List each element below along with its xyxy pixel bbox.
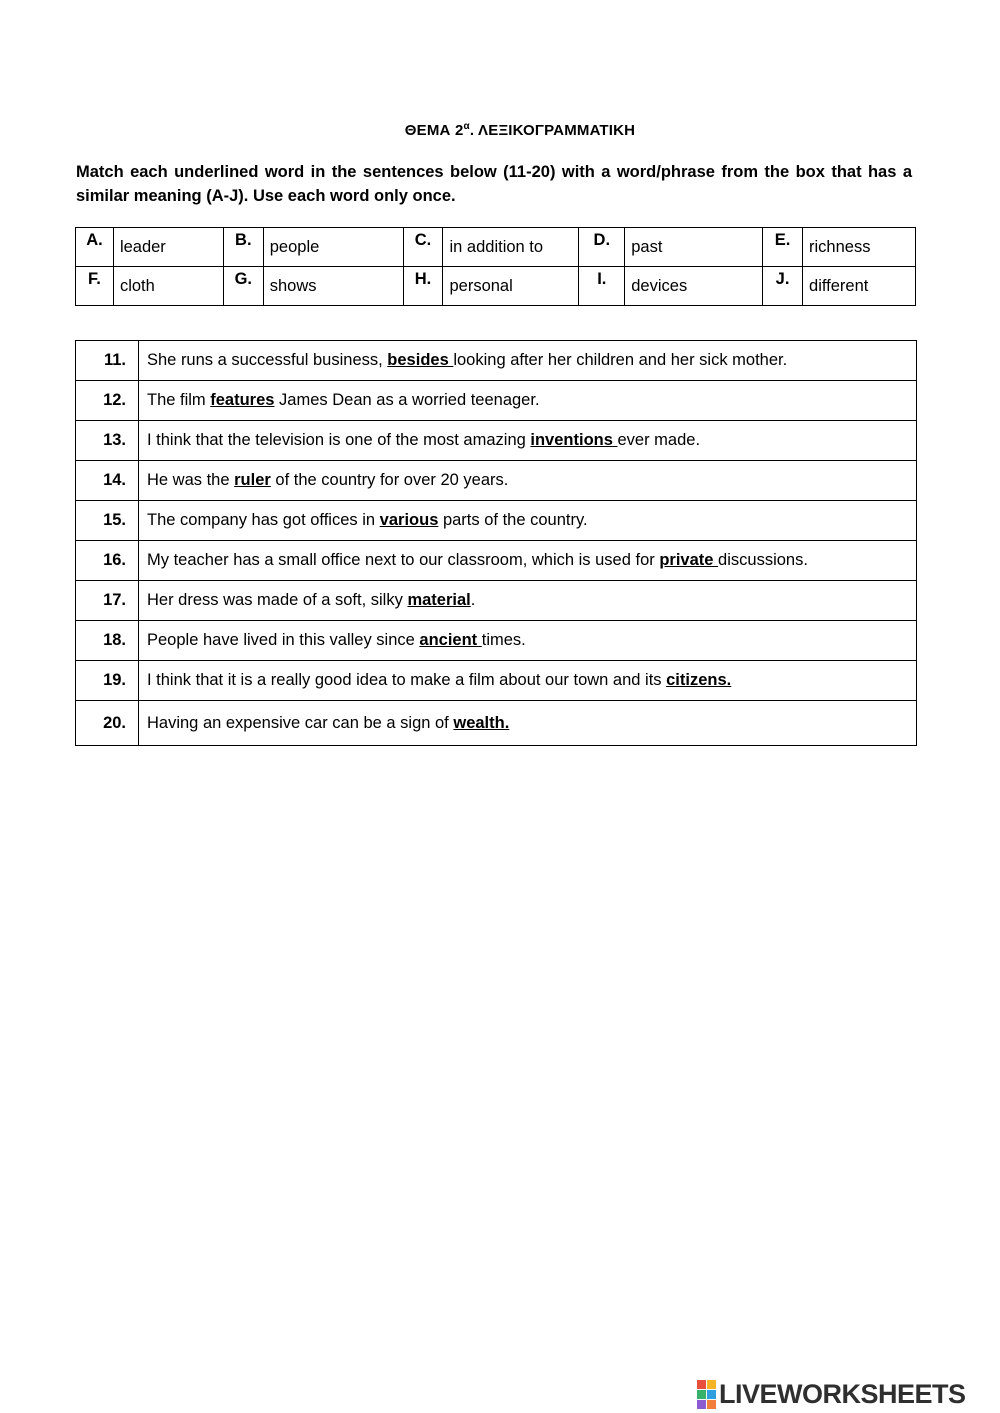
sentence-text [139,541,917,581]
sentence-after: . [470,591,476,609]
sentence-after: discussions. [718,551,808,569]
title-prefix: ΘΕΜΑ 2 [404,122,464,139]
sentence-number: 18. [76,621,139,661]
option-word: cloth [113,267,223,306]
sentence-number: 12. [76,381,139,421]
sentence-text [139,701,917,746]
sentence-before: I think that it is a really good idea to make a film about our town and its [147,671,667,689]
liveworksheets-logo [697,1380,966,1408]
sentence-before: Her dress was made of a soft, silky [147,591,408,609]
sentence-row [76,581,917,621]
option-word: in addition to [443,228,579,267]
sentence-before: The film [147,391,211,409]
logo-mark-tile [707,1380,716,1389]
option-letter: G. [223,267,263,306]
sentence-number: 19. [76,661,139,701]
option-word: past [625,228,763,267]
sentence-row [76,661,917,701]
sentence-text [139,581,917,621]
instructions: Match each underlined word in the sentences below (11-20) with a word/phrase from the box that has a similar meaning (A-J). Use each word only once. [76,163,912,205]
sentence-after: times. [481,631,526,649]
sentence-row [76,421,917,461]
sentence-before: She runs a successful business, [147,351,388,369]
underlined-keyword: wealth. [453,713,510,732]
title-superscript: α [463,121,470,132]
sentence-text [139,661,917,701]
sentence-text [139,501,917,541]
sentence-number: 20. [76,701,139,746]
sentence-row [76,541,917,581]
option-word: leader [113,228,223,267]
option-letter: A. [76,228,114,267]
sentence-number: 15. [76,501,139,541]
underlined-keyword: various [379,511,439,529]
option-letter: F. [76,267,114,306]
option-word: personal [443,267,579,306]
sentence-after: parts of the country. [438,511,588,529]
title-suffix: . ΛΕΞΙΚΟΓΡΑΜΜΑΤΙΚΗ [469,122,636,139]
sentence-row [76,381,917,421]
sentence-row [76,501,917,541]
option-word: different [803,267,916,306]
sentence-number: 16. [76,541,139,581]
sentence-number: 14. [76,461,139,501]
sentence-before: People have lived in this valley since [147,631,420,649]
sentences-table [75,340,917,746]
sentence-before: I think that the television is one of the most amazing [147,431,531,449]
option-letter: H. [403,267,443,306]
underlined-keyword: ancient [419,631,482,649]
sentence-after: of the country for over 20 years. [270,471,509,489]
underlined-keyword: ruler [234,471,271,489]
option-letter: D. [579,228,625,267]
logo-text: LIVEWORKSHEETS [719,1378,966,1409]
sentence-before: The company has got offices in [147,511,380,529]
sentence-text [139,341,917,381]
sentence-text [139,461,917,501]
sentence-text [139,381,917,421]
underlined-keyword: besides [387,351,454,369]
sentence-row [76,701,917,746]
sentence-row [76,461,917,501]
sentence-text [139,421,917,461]
sentence-before: He was the [147,471,235,489]
option-letter: B. [223,228,263,267]
underlined-keyword: citizens. [666,671,732,689]
option-word: devices [625,267,763,306]
logo-mark-icon [697,1380,716,1409]
worksheet-title [0,121,1000,139]
sentence-after: looking after her children and her sick mother. [453,351,788,369]
sentence-before: Having an expensive car can be a sign of [147,713,454,732]
sentence-number: 11. [76,341,139,381]
option-letter: C. [403,228,443,267]
logo-mark-tile [707,1390,716,1399]
sentence-number: 13. [76,421,139,461]
word-box-row [76,267,916,306]
option-letter: I. [579,267,625,306]
sentence-text [139,621,917,661]
word-box-row [76,228,916,267]
logo-mark-tile [697,1390,706,1399]
sentence-after: James Dean as a worried teenager. [274,391,540,409]
logo-mark-tile [697,1400,706,1409]
underlined-keyword: inventions [530,431,618,449]
word-box [75,227,916,306]
logo-mark-tile [707,1400,716,1409]
underlined-keyword: private [659,551,719,569]
sentence-before: My teacher has a small office next to our classroom, which is used for [147,551,660,569]
option-word: richness [803,228,916,267]
underlined-keyword: material [407,591,471,609]
sentence-row [76,621,917,661]
option-word: people [263,228,403,267]
sentence-after: ever made. [617,431,701,449]
underlined-keyword: features [210,391,275,409]
option-letter: E. [763,228,803,267]
logo-mark-tile [697,1380,706,1389]
option-word: shows [263,267,403,306]
sentence-row [76,341,917,381]
sentence-number: 17. [76,581,139,621]
option-letter: J. [763,267,803,306]
